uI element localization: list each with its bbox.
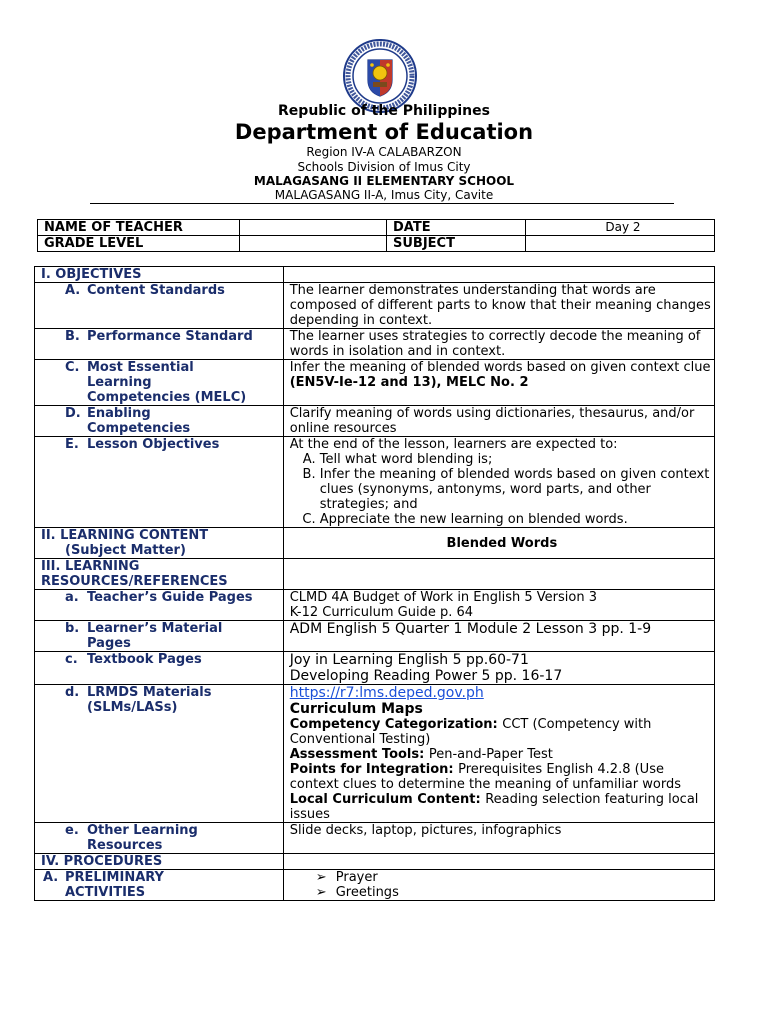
item-label: PRELIMINARY ACTIVITIES: [65, 870, 164, 900]
field-value: CCT (Competency with Conventional Testing): [289, 717, 652, 747]
points-for-integration: [290, 762, 714, 792]
enabling-competencies-value: Clarify meaning of words using dictionaries, thesaurus, and/or online resources: [283, 406, 714, 437]
teachers-guide-line: K-12 Curriculum Guide p. 64: [289, 605, 474, 620]
item-label: Teacher’s Guide Pages: [87, 590, 253, 605]
list-item: ➢ Greetings: [336, 885, 714, 900]
date-value: Day 2: [526, 220, 715, 236]
item-label: Textbook Pages: [87, 652, 202, 667]
header-divider: [90, 203, 674, 204]
item-marker: d.: [65, 685, 80, 700]
field-value: Pen-and-Paper Test: [428, 747, 553, 762]
other-resources-value: Slide decks, laptop, pictures, infographics: [283, 823, 714, 854]
performance-standard-label: [35, 329, 284, 360]
other-resources-label: [35, 823, 284, 854]
item-marker: c.: [65, 652, 78, 667]
teachers-guide-line: CLMD 4A Budget of Work in English 5 Version 3: [289, 590, 597, 605]
list-item: B. Infer the meaning of blended words based on given context clues (synonyms, antonyms, word parts, and other strategies; and: [320, 467, 714, 512]
preliminary-activities-value: [283, 870, 714, 901]
list-item: A. Tell what word blending is;: [320, 452, 714, 467]
learners-material-value: ADM English 5 Quarter 1 Module 2 Lesson 3 pp. 1-9: [283, 621, 714, 652]
teacher-value: [240, 220, 387, 236]
item-label: Other Learning Resources: [87, 823, 198, 853]
activities-list: [290, 870, 714, 900]
table-row: [35, 528, 715, 559]
lesson-objectives-value: [283, 437, 714, 528]
content-standards-value: The learner demonstrates understanding that words are composed of different parts to know that their meaning changes depending in context.: [283, 283, 714, 329]
melc-value: [283, 360, 714, 406]
department-heading: Department of Education: [234, 120, 534, 144]
lrmds-label: [35, 685, 284, 823]
objectives-heading: I. OBJECTIVES: [35, 267, 284, 283]
item-marker: E.: [65, 437, 79, 452]
learning-content-title: II. LEARNING CONTENT: [41, 528, 209, 543]
field-label: Assessment Tools:: [289, 747, 429, 762]
field-label: Points for Integration:: [289, 762, 459, 777]
lrmds-value: [283, 685, 714, 823]
subject-value: [526, 236, 715, 252]
region-line: Region IV-A CALABARZON: [306, 145, 462, 159]
table-row: [35, 559, 715, 590]
table-row: [35, 823, 715, 854]
table-row: [35, 267, 715, 283]
item-marker: e.: [65, 823, 79, 838]
teachers-guide-value: [283, 590, 714, 621]
textbook-line: Joy in Learning English 5 pp.60-71: [289, 652, 529, 668]
assessment-tools: [290, 747, 714, 762]
textbook-pages-label: [35, 652, 284, 685]
competency-categorization: [290, 717, 714, 747]
table-row: [35, 590, 715, 621]
learning-resources-heading: III. LEARNING RESOURCES/REFERENCES: [35, 559, 284, 590]
item-label: Enabling Competencies: [87, 406, 191, 436]
melc-label: [35, 360, 284, 406]
table-row: [35, 360, 715, 406]
content-standards-label: [35, 283, 284, 329]
table-row: [35, 854, 715, 870]
item-label: LRMDS Materials (SLMs/LASs): [87, 685, 212, 715]
division-line: Schools Division of Imus City: [297, 160, 471, 174]
item-marker: D.: [65, 406, 81, 421]
item-label: Performance Standard: [87, 329, 253, 344]
item-marker: a.: [65, 590, 79, 605]
item-label: Lesson Objectives: [87, 437, 220, 452]
info-row: [38, 220, 715, 236]
table-row: [35, 406, 715, 437]
grade-level-value: [240, 236, 387, 252]
list-item: ➢ Prayer: [336, 870, 714, 885]
field-value: Prerequisites English 4.2.8 (Use context clues to determine the meaning of unfamiliar words: [289, 762, 681, 792]
objectives-list: [290, 452, 714, 527]
item-marker: B.: [65, 329, 80, 344]
field-value: Reading selection featuring local issues: [289, 792, 699, 822]
learning-content-heading: [35, 528, 284, 559]
subject-label: SUBJECT: [387, 236, 526, 252]
school-address: MALAGASANG II-A, Imus City, Cavite: [274, 188, 494, 202]
table-row: [35, 685, 715, 823]
table-row: [35, 870, 715, 901]
empty-cell: [283, 559, 714, 590]
lms-link[interactable]: https://r7:lms.deped.gov.ph: [289, 685, 484, 701]
objectives-intro: At the end of the lesson, learners are expected to:: [289, 437, 618, 452]
list-item: C. Appreciate the new learning on blended words.: [320, 512, 714, 527]
teacher-label: NAME OF TEACHER: [38, 220, 240, 236]
teachers-guide-label: [35, 590, 284, 621]
item-marker: A.: [65, 283, 81, 298]
school-name: MALAGASANG II ELEMENTARY SCHOOL: [253, 174, 515, 188]
field-label: Competency Categorization:: [289, 717, 503, 732]
item-marker: A.: [43, 870, 59, 885]
date-label: DATE: [387, 220, 526, 236]
learners-material-label: [35, 621, 284, 652]
textbook-pages-value: [283, 652, 714, 685]
table-row: [35, 621, 715, 652]
field-label: Local Curriculum Content:: [289, 792, 486, 807]
performance-standard-value: The learner uses strategies to correctly decode the meaning of words in isolation and in context.: [283, 329, 714, 360]
info-table: [37, 219, 715, 252]
melc-text: Infer the meaning of blended words based on given context clue: [289, 360, 711, 375]
local-curriculum-content: [290, 792, 714, 822]
info-row: [38, 236, 715, 252]
blended-words-topic: Blended Words: [283, 528, 714, 559]
subject-matter-label: (Subject Matter): [65, 543, 186, 558]
textbook-line: Developing Reading Power 5 pp. 16-17: [289, 668, 563, 684]
item-label: Most Essential Learning Competencies (MELC): [87, 360, 247, 405]
table-row: [35, 437, 715, 528]
procedures-heading: IV. PROCEDURES: [35, 854, 284, 870]
table-row: [35, 283, 715, 329]
empty-cell: [283, 267, 714, 283]
item-label: Learner’s Material Pages: [87, 621, 223, 651]
lesson-plan-table: [34, 266, 715, 901]
republic-heading: Republic of the Philippines: [278, 103, 490, 119]
item-label: Content Standards: [87, 283, 225, 298]
curriculum-maps-heading: Curriculum Maps: [289, 701, 423, 717]
lesson-objectives-label: [35, 437, 284, 528]
item-marker: b.: [65, 621, 80, 636]
grade-level-label: GRADE LEVEL: [38, 236, 240, 252]
table-row: [35, 652, 715, 685]
enabling-competencies-label: [35, 406, 284, 437]
melc-code: (EN5V-Ie-12 and 13), MELC No. 2: [289, 375, 529, 390]
preliminary-activities-label: [35, 870, 284, 901]
empty-cell: [283, 854, 714, 870]
table-row: [35, 329, 715, 360]
item-marker: C.: [65, 360, 80, 375]
